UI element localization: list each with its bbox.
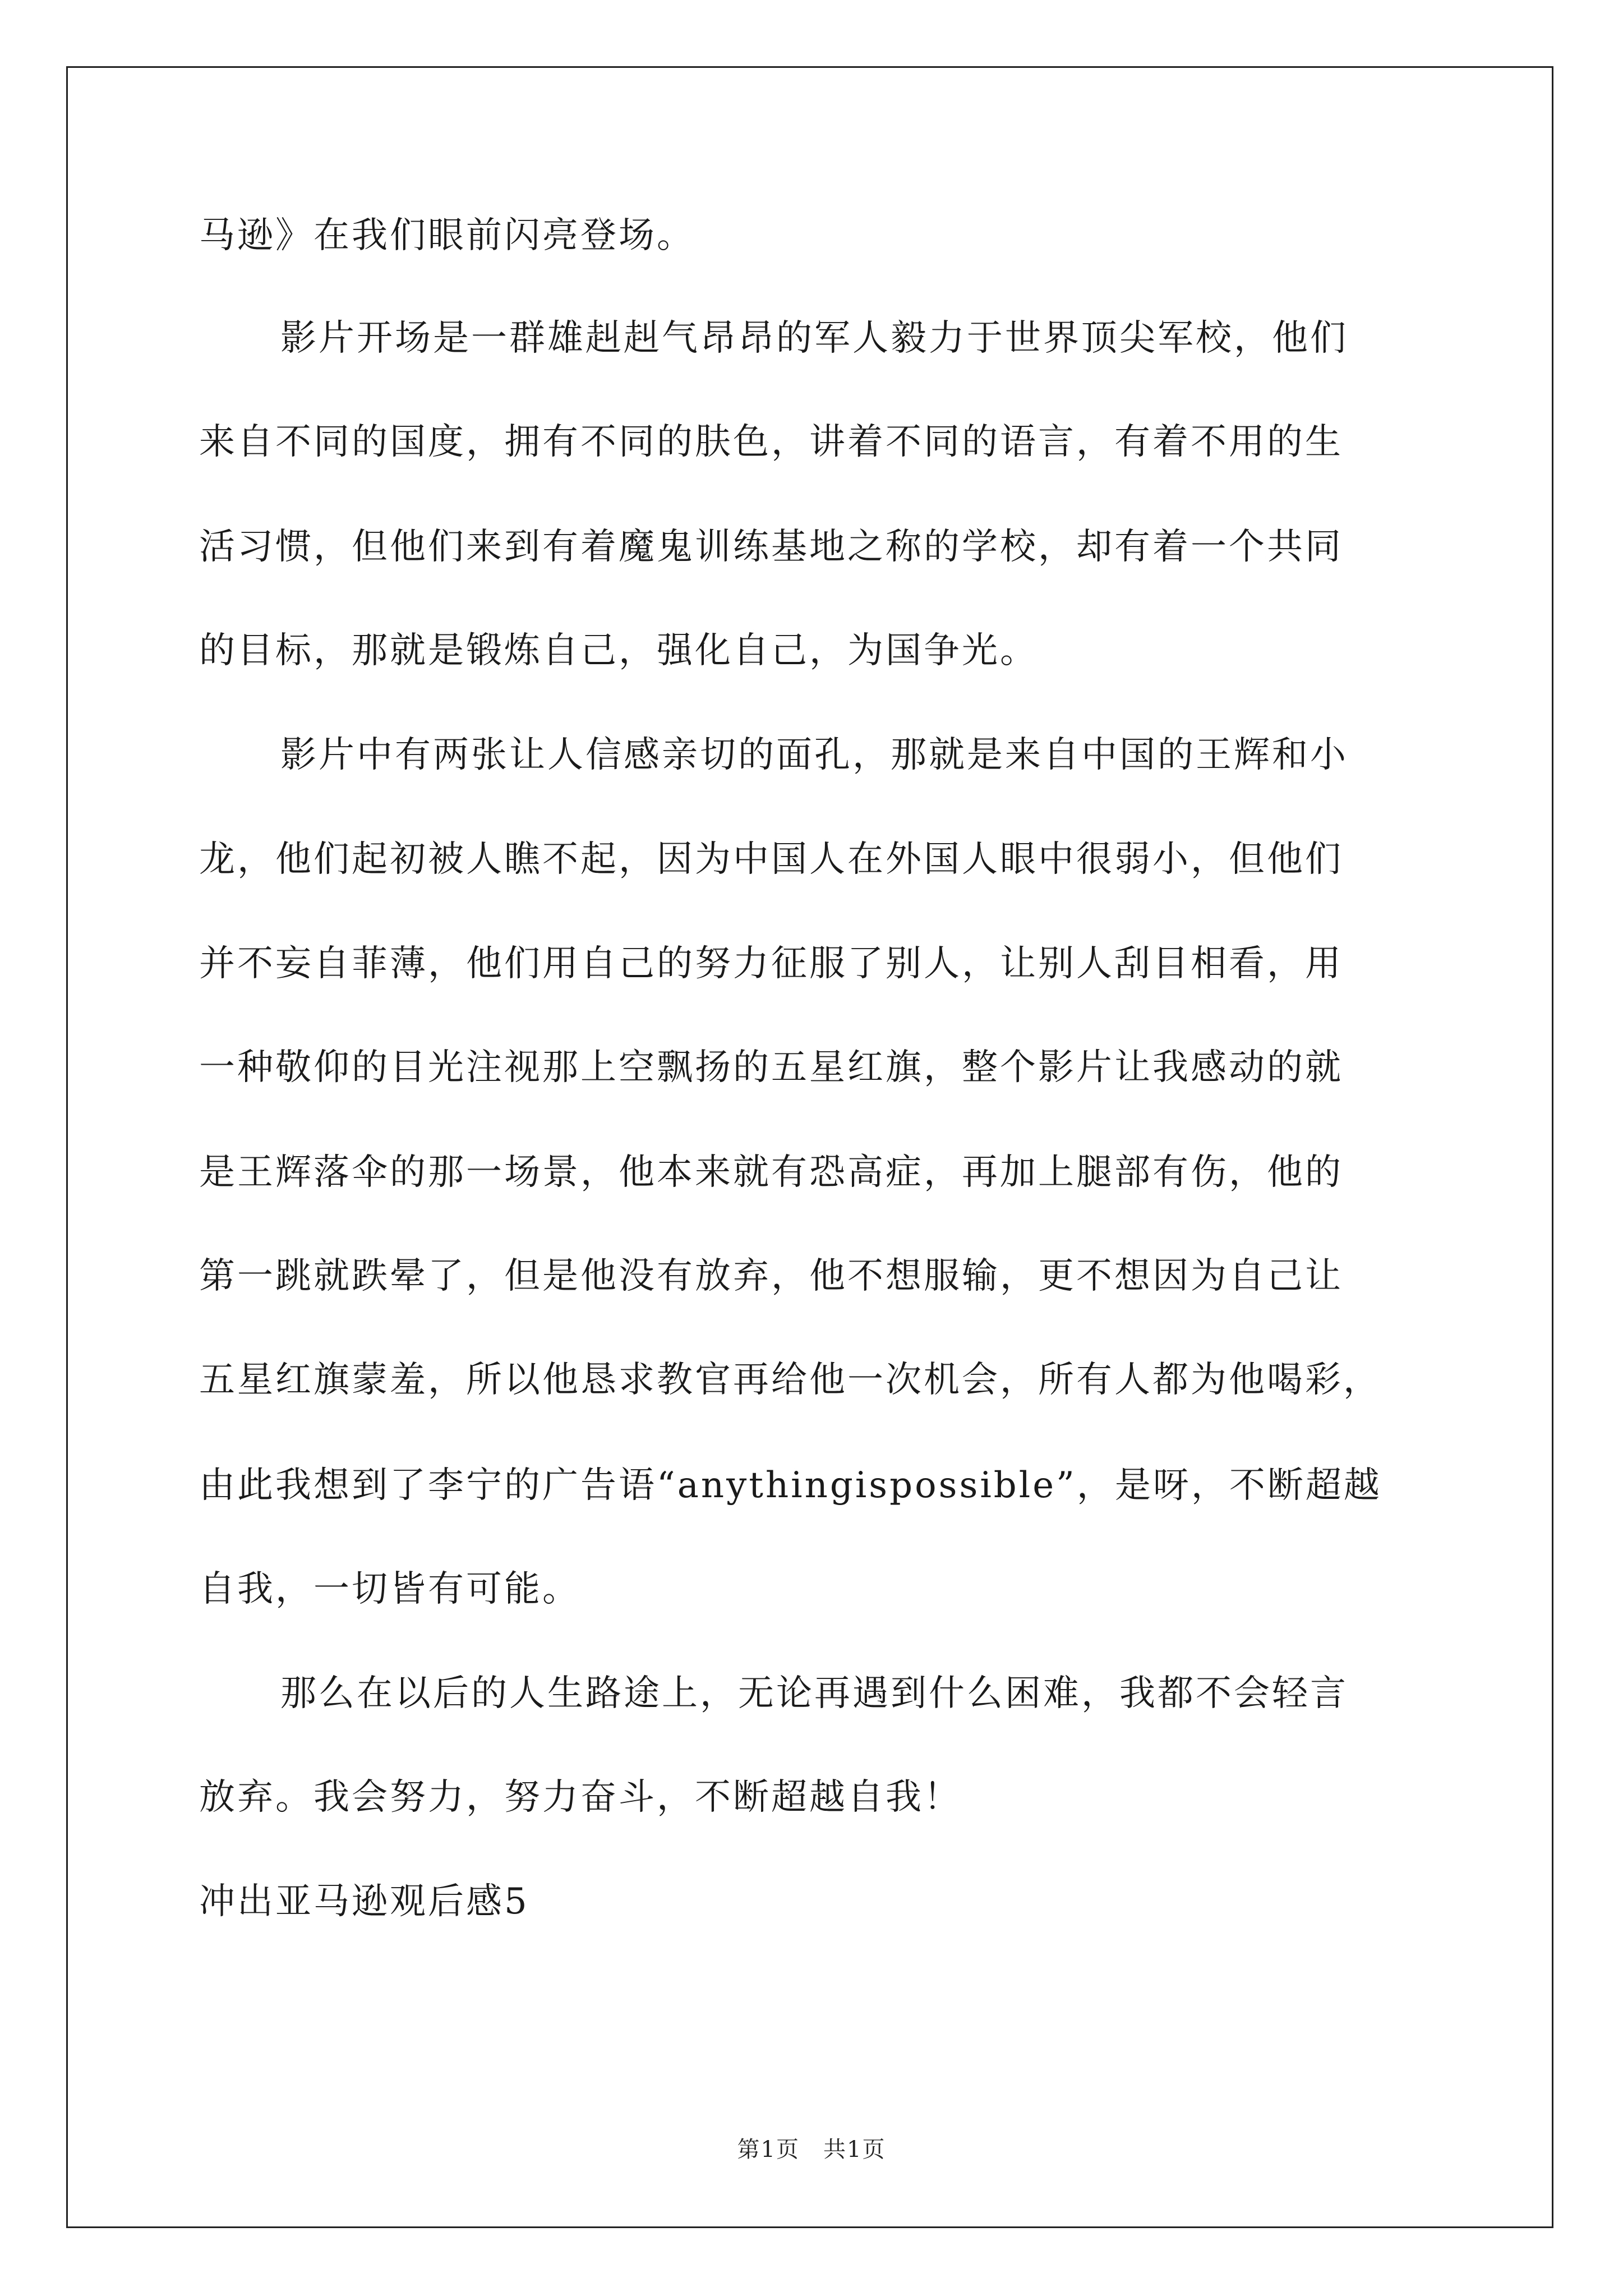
text-line-8: 并不妄自菲薄，他们用自己的努力征服了别人，让别人刮目相看，用	[199, 943, 1343, 984]
section-heading: 冲出亚马逊观后感5	[199, 1881, 529, 1922]
text-line-12: 五星红旗蒙羞，所以他恳求教官再给他一次机会，所有人都为他喝彩，	[199, 1359, 1381, 1401]
text-line-7: 龙，他们起初被人瞧不起，因为中国人在外国人眼中很弱小，但他们	[199, 839, 1343, 880]
text-line-9: 一种敬仰的目光注视那上空飘扬的五星红旗，整个影片让我感动的就	[199, 1047, 1343, 1088]
text-line-16: 放弃。我会努力，努力奋斗，不断超越自我！	[199, 1777, 962, 1818]
page-footer: 第1页 共1页	[737, 2137, 886, 2162]
text-line-4: 活习惯，但他们来到有着魔鬼训练基地之称的学校，却有着一个共同	[199, 526, 1343, 568]
text-line-6: 影片中有两张让人信感亲切的面孔，那就是来自中国的王辉和小	[280, 734, 1348, 776]
text-line-3: 来自不同的国度，拥有不同的肤色，讲着不同的语言，有着不用的生	[199, 421, 1343, 463]
text-line-11: 第一跳就跌晕了，但是他没有放弃，他不想服输，更不想因为自己让	[199, 1255, 1343, 1297]
text-line-14: 自我，一切皆有可能。	[199, 1568, 580, 1610]
text-line-5: 的目标，那就是锻炼自己，强化自己，为国争光。	[199, 630, 1038, 671]
text-line-10: 是王辉落伞的那一场景，他本来就有恐高症，再加上腿部有伤，他的	[199, 1152, 1343, 1193]
text-line-15: 那么在以后的人生路途上，无论再遇到什么困难，我都不会轻言	[280, 1673, 1348, 1714]
text-line-2: 影片开场是一群雄赳赳气昂昂的军人毅力于世界顶尖军校，他们	[280, 318, 1348, 359]
text-line-13: 由此我想到了李宁的广告语“anythingispossible”，是呀，不断超越	[199, 1465, 1382, 1506]
text-line-1: 马逊》在我们眼前闪亮登场。	[199, 215, 695, 256]
